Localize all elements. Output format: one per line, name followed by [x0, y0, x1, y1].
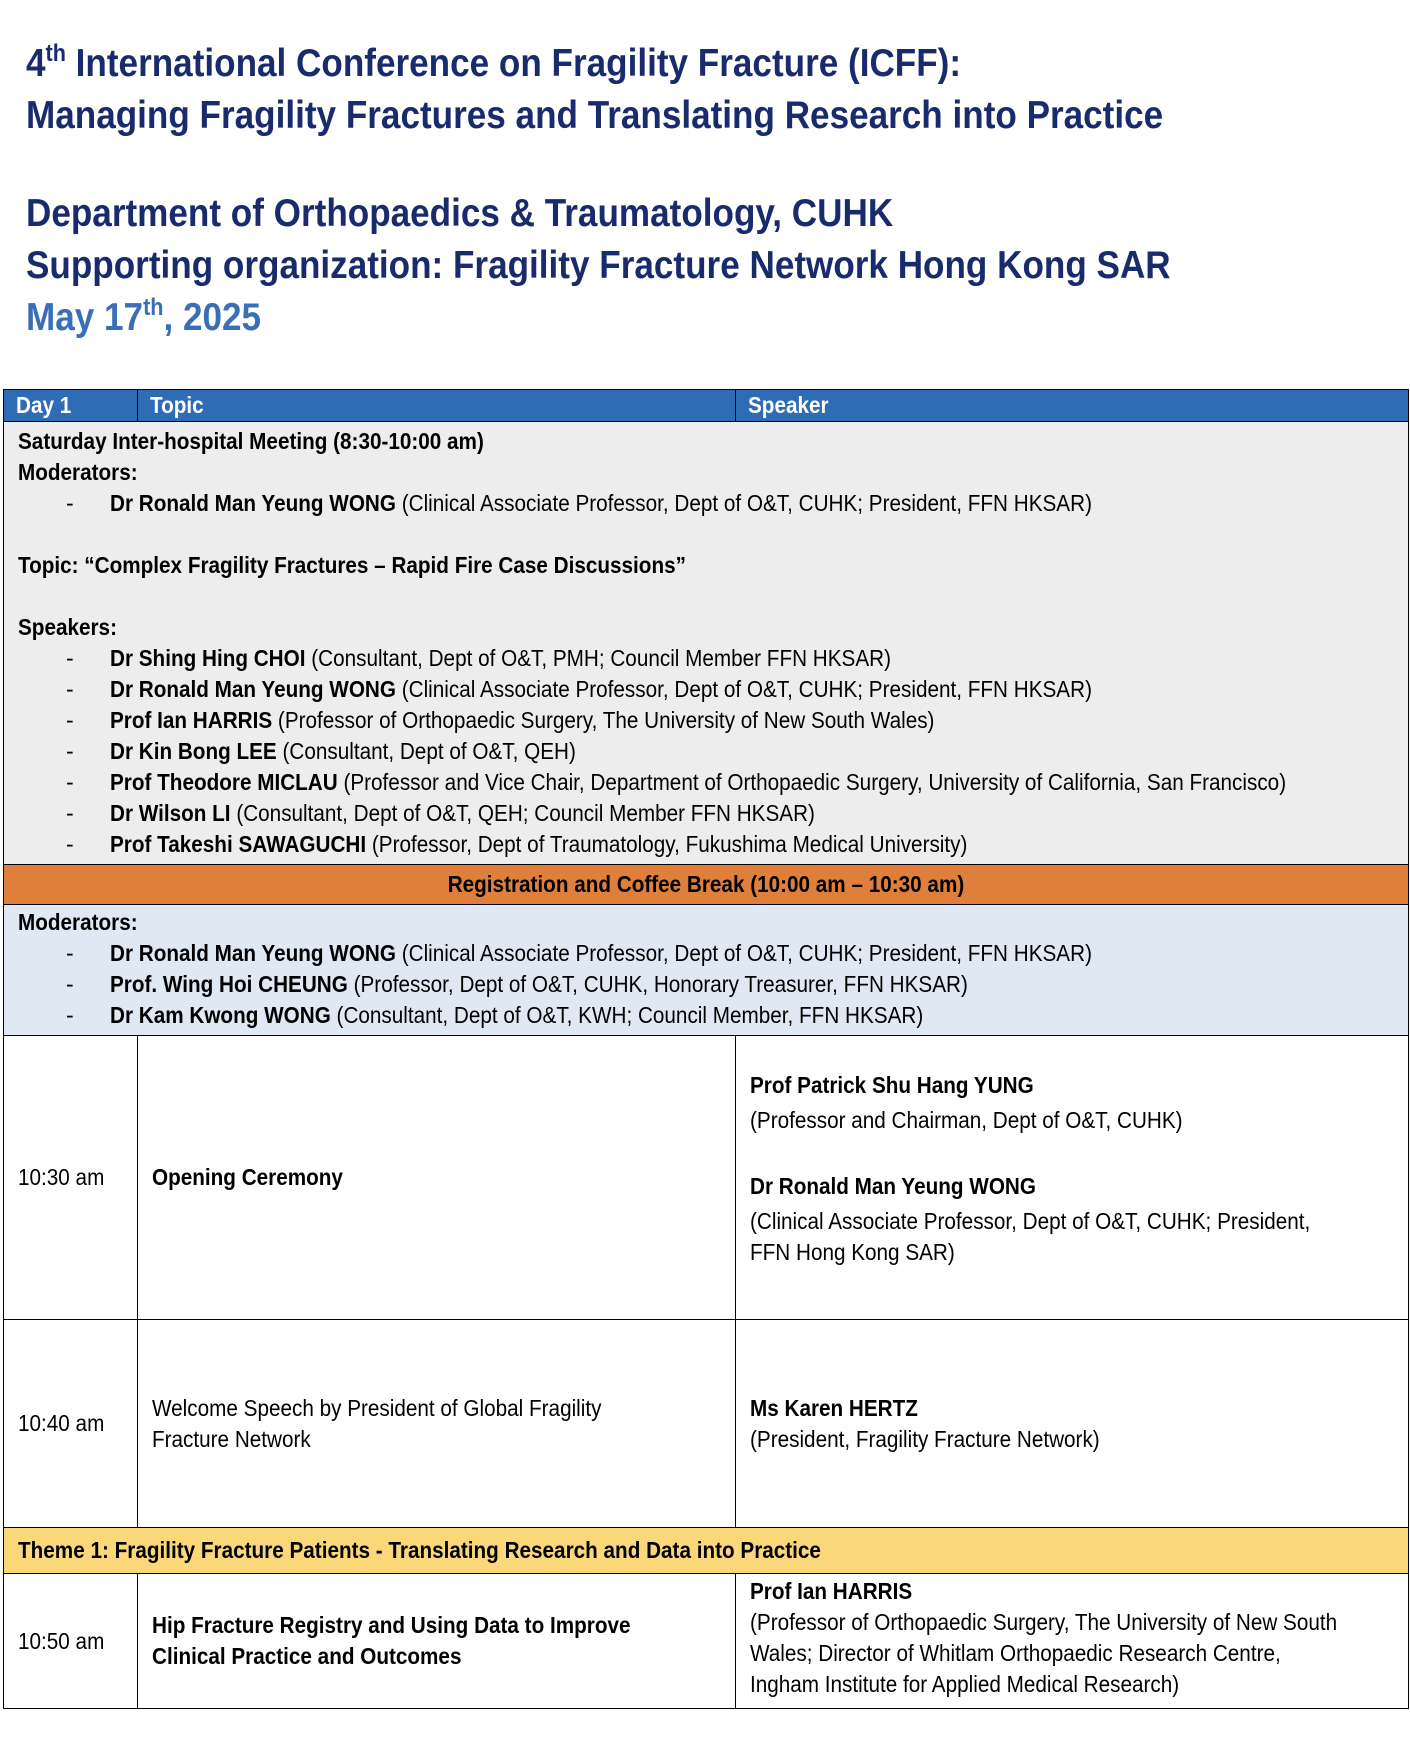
list-item: - Dr Kam Kwong WONG (Consultant, Dept of O&T, KWH; Council Member, FFN HKSAR)	[66, 1002, 924, 1028]
programme-table	[3, 389, 1409, 1709]
inter-hospital-title: Saturday Inter-hospital Meeting (8:30-10:00 am)	[18, 428, 484, 454]
list-item: - Dr Ronald Man Yeung WONG (Clinical Associate Professor, Dept of O&T, CUHK; President, FFN HKSAR)	[66, 676, 1092, 702]
session-topic: Welcome Speech by President of Global Fragility Fracture Network	[138, 1320, 736, 1528]
title-block	[26, 38, 1298, 344]
registration-row	[4, 865, 1409, 905]
list-item: - Prof Theodore MICLAU (Professor and Vice Chair, Department of Orthopaedic Surgery, University of California, San Francisco)	[66, 769, 1287, 795]
session-time: 10:50 am	[4, 1574, 138, 1709]
conference-title-line2: Managing Fragility Fractures and Translating Research into Practice	[26, 94, 1164, 137]
session-moderators-label: Moderators:	[18, 909, 138, 935]
table-row	[4, 1320, 1409, 1528]
conference-title-line1: 4th International Conference on Fragility Fracture (ICFF):	[26, 40, 962, 85]
header-topic: Topic	[138, 390, 736, 422]
session-speaker: Prof Patrick Shu Hang YUNG (Professor and Chairman, Dept of O&T, CUHK) Dr Ronald Man Yeung WONG (Clinical Associate Professor, Dept of O&T, CUHK; President, FFN Hong Kong SAR)	[736, 1036, 1409, 1320]
theme-row	[4, 1528, 1409, 1574]
inter-hospital-topic: Topic: “Complex Fragility Fractures – Rapid Fire Case Discussions”	[18, 552, 686, 578]
session-moderators-row	[4, 905, 1409, 1036]
session-speaker: Prof Ian HARRIS (Professor of Orthopaedic Surgery, The University of New South Wales; Director of Whitlam Orthopaedic Research Centre, Ingham Institute for Applied Medical Research)	[736, 1574, 1409, 1709]
session-topic: Hip Fracture Registry and Using Data to Improve Clinical Practice and Outcomes	[138, 1574, 736, 1709]
session-speaker: Ms Karen HERTZ (President, Fragility Fracture Network)	[736, 1320, 1409, 1528]
inter-hospital-cell	[4, 422, 1409, 865]
session-time: 10:40 am	[4, 1320, 138, 1528]
supporting-organization-line: Supporting organization: Fragility Fracture Network Hong Kong SAR	[26, 244, 1171, 287]
list-item: - Prof Ian HARRIS (Professor of Orthopaedic Surgery, The University of New South Wales)	[66, 707, 935, 733]
list-item: - Dr Wilson LI (Consultant, Dept of O&T, QEH; Council Member FFN HKSAR)	[66, 800, 815, 826]
session-moderators-cell	[4, 905, 1409, 1036]
session-time: 10:30 am	[4, 1036, 138, 1320]
list-item: - Dr Ronald Man Yeung WONG (Clinical Associate Professor, Dept of O&T, CUHK; President, FFN HKSAR)	[66, 940, 1092, 966]
department-line: Department of Orthopaedics & Traumatology, CUHK	[26, 192, 894, 235]
list-item: - Dr Kin Bong LEE (Consultant, Dept of O&T, QEH)	[66, 738, 576, 764]
registration-cell: Registration and Coffee Break (10:00 am – 10:30 am)	[4, 865, 1409, 905]
moderators-label: Moderators:	[18, 459, 138, 485]
table-row	[4, 1574, 1409, 1709]
inter-hospital-row	[4, 422, 1409, 865]
theme-cell: Theme 1: Fragility Fracture Patients - Translating Research and Data into Practice	[4, 1528, 1409, 1574]
header-speaker: Speaker	[736, 390, 1409, 422]
session-topic: Opening Ceremony	[138, 1036, 736, 1320]
speakers-label: Speakers:	[18, 614, 117, 640]
header-day: Day 1	[4, 390, 138, 422]
list-item: - Prof. Wing Hoi CHEUNG (Professor, Dept of O&T, CUHK, Honorary Treasurer, FFN HKSAR)	[66, 971, 968, 997]
list-item: - Dr Shing Hing CHOI (Consultant, Dept of O&T, PMH; Council Member FFN HKSAR)	[66, 645, 892, 671]
table-row	[4, 1036, 1409, 1320]
list-item: - Prof Takeshi SAWAGUCHI (Professor, Dept of Traumatology, Fukushima Medical University)	[66, 831, 968, 857]
table-header-row	[4, 390, 1409, 422]
conference-date: May 17th, 2025	[26, 294, 262, 339]
list-item: - Dr Ronald Man Yeung WONG (Clinical Associate Professor, Dept of O&T, CUHK; President, FFN HKSAR)	[66, 490, 1092, 516]
